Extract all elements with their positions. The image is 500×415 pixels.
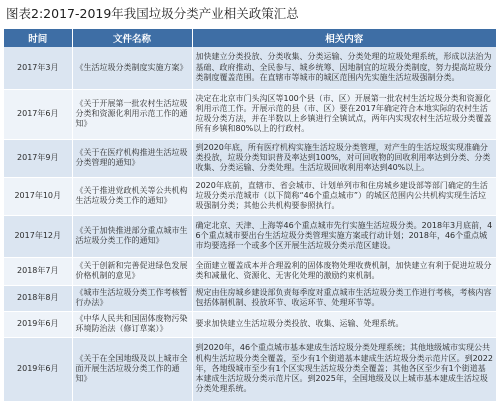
cell-document: 《生活垃圾分类制度实施方案》 [72, 47, 192, 89]
cell-time: 2018年8月 [4, 285, 72, 311]
table-row [4, 285, 496, 311]
cell-content: 规定由住房城乡建设部负责每季度对重点城市生活垃圾分类工作进行考核，考核内容包括体制机制、投放环节、收运环节、处理环节等。 [192, 285, 496, 311]
cell-content: 确定北京、天津、上海等46个重点城市先行实施生活垃圾分类。2018年3月底前，46个重点城市要出台生活垃圾分类管理实施方案或行动计划；2018年，46个重点城市均要选择一个或多个区开展生活垃圾分类示范区建设。 [192, 215, 496, 257]
header-document: 文件名称 [72, 29, 192, 47]
cell-content: 到2020年底，所有医疗机构实施生活垃圾分类管理，对产生的生活垃圾实现准确分类投放，垃圾分类知识普及率达到100%，对可回收物的回收利用率达到分类、分类收集、分类运输、分类处理。生活垃圾回收利用率达到40%以上。 [192, 139, 496, 177]
cell-time: 2017年10月 [4, 177, 72, 215]
cell-document: 《关于在医疗机构推进生活垃圾分类管理的通知》 [72, 139, 192, 177]
cell-document: 《关于在全国地级及以上城市全面开展生活垃圾分类工作的通知》 [72, 337, 192, 401]
page-title: 图表2:2017-2019年我国垃圾分类产业相关政策汇总 [6, 6, 299, 21]
cell-content: 到2020年，46个重点城市基本建成生活垃圾分类处理系统；其他地级城市实现公共机构生活垃圾分类全覆盖，至少有1个街道基本建成生活垃圾分类示范片区。到2022年，各地级城市至少有1个区实现生活垃圾分类全覆盖；其他各区至少有1个街道基本建成生活垃圾分类示范片区。到2025年，全国地级及以上城市基本建成生活垃圾分类处理系统。 [192, 337, 496, 401]
cell-time: 2017年6月 [4, 89, 72, 139]
cell-content: 全面建立覆盖成本并合理盈利的固体废物处理收费机制，加快建立有利于促进垃圾分类和减量化、资源化、无害化处理的激励约束机制。 [192, 257, 496, 285]
cell-time: 2019年6月 [4, 337, 72, 401]
table-row [4, 177, 496, 215]
table-row [4, 89, 496, 139]
table-row [4, 337, 496, 401]
cell-time: 2017年9月 [4, 139, 72, 177]
cell-content: 要求加快建立生活垃圾分类投放、收集、运输、处理系统。 [192, 311, 496, 337]
cell-document: 《关于创新和完善促进绿色发展价格机制的意见》 [72, 257, 192, 285]
cell-content: 加快建立分类投放、分类收集、分类运输、分类处理的垃圾处理系统，形成以法治为基础、政府推动、全民参与、城乡统筹、因地制宜的垃圾分类制度，努力提高垃圾分类制度覆盖范围。在直辖市等城市的城区范围内先实施生活垃圾强制分类。 [192, 47, 496, 89]
table-row [4, 139, 496, 177]
cell-document: 《城市生活垃圾分类工作考核暂行办法》 [72, 285, 192, 311]
cell-document: 《关于开展第一批农村生活垃圾分类和资源化利用示范工作的通知》 [72, 89, 192, 139]
table-row [4, 311, 496, 337]
header-time: 时间 [4, 29, 72, 47]
table-row [4, 47, 496, 89]
cell-content: 2020年底前，直辖市、省会城市、计划单列市和住房城乡建设部等部门确定的生活垃圾分类示范城市（以下简称“46个重点城市”）的城区范围内公共机构实现生活垃圾强制分类；其他公共机构要参照执行。 [192, 177, 496, 215]
table-row [4, 257, 496, 285]
header-content: 相关内容 [192, 29, 496, 47]
policy-table [4, 29, 496, 402]
table-row [4, 215, 496, 257]
cell-content: 决定在北京市门头沟区等100个县（市、区）开展第一批农村生活垃圾分类和资源化利用示范工作。开展示范的县（市、区）要在2017年确定符合本地实际的农村生活垃圾分类方法，并在半数以上乡镇进行全镇试点，两年内实现农村生活垃圾分类覆盖所有乡镇和80%以上的行政村。 [192, 89, 496, 139]
cell-document: 《关于加快推进部分重点城市生活垃圾分类工作的通知》 [72, 215, 192, 257]
cell-time: 2017年3月 [4, 47, 72, 89]
cell-document: 《中华人民共和国固体废物污染环境防治法（修订草案）》 [72, 311, 192, 337]
cell-document: 《关于推进党政机关等公共机构生活垃圾分类工作的通知》 [72, 177, 192, 215]
cell-time: 2018年7月 [4, 257, 72, 285]
cell-time: 2017年12月 [4, 215, 72, 257]
cell-time: 2019年6月 [4, 311, 72, 337]
table-header-row [4, 29, 496, 47]
